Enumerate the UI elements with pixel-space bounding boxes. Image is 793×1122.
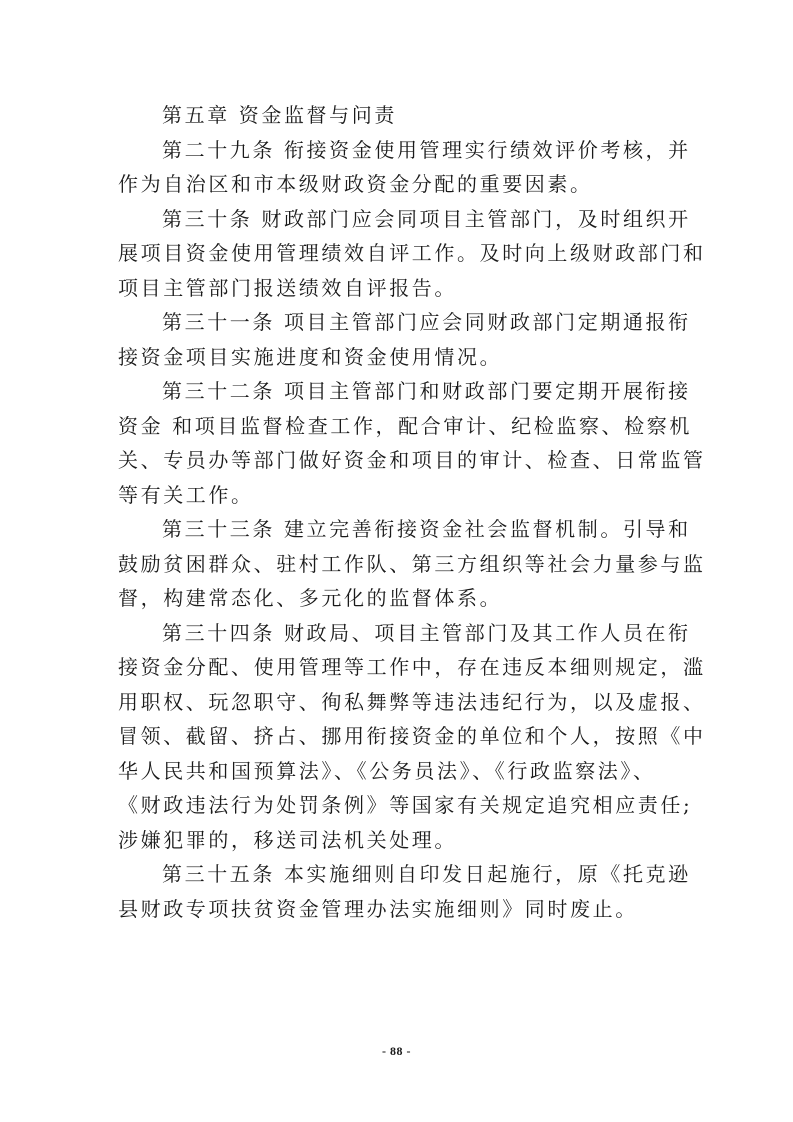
- article-31: [118, 305, 691, 374]
- article-line: 展项目资金使用管理绩效自评工作。及时向上级财政部门和: [118, 241, 706, 265]
- article-35: [118, 857, 691, 926]
- article-line: 督，构建常态化、多元化的监督体系。: [118, 586, 503, 610]
- article-line: 用职权、玩忽职守、徇私舞弊等违法违纪行为，以及虚报、: [118, 689, 706, 714]
- article-line: 第二十九条 衔接资金使用管理实行绩效评价考核，并: [162, 137, 691, 162]
- article-line: 资金 和项目监督检查工作，配合审计、纪检监察、检察机: [118, 413, 692, 438]
- article-line: 冒领、截留、挤占、挪用衔接资金的单位和个人，按照《中: [118, 724, 706, 748]
- article-34: [118, 616, 706, 858]
- article-line: 等有关工作。: [118, 482, 254, 507]
- article-line: 项目主管部门报送绩效自评报告。: [118, 275, 457, 300]
- article-30: [118, 202, 706, 306]
- article-line: 关、专员办等部门做好资金和项目的审计、检查、日常监管: [118, 448, 706, 472]
- article-line: 第三十三条 建立完善衔接资金社会监督机制。引导和: [162, 517, 691, 541]
- article-line: 作为自治区和市本级财政资金分配的重要因素。: [118, 172, 593, 196]
- article-29: [118, 133, 691, 202]
- article-line: 第三十四条 财政局、项目主管部门及其工作人员在衔: [162, 620, 691, 645]
- article-line: 鼓励贫困群众、驻村工作队、第三方组织等社会力量参与监: [118, 551, 706, 576]
- article-line: 第三十条 财政部门应会同项目主管部门，及时组织开: [162, 206, 691, 231]
- article-line: 涉嫌犯罪的，移送司法机关处理。: [118, 827, 457, 852]
- article-32: [118, 374, 706, 512]
- article-line: 县财政专项扶贫资金管理办法实施细则》同时废止。: [118, 896, 638, 921]
- article-33: [118, 512, 706, 616]
- article-line: 华人民共和国预算法》、《公务员法》、《行政监察法》、: [118, 758, 656, 783]
- article-line: 第三十二条 项目主管部门和财政部门要定期开展衔接: [162, 379, 691, 403]
- article-line: 第三十一条 项目主管部门应会同财政部门定期通报衔: [162, 310, 691, 334]
- document-body: [118, 98, 706, 926]
- page-number: - 88 -: [382, 1044, 411, 1058]
- article-line: 第三十五条 本实施细则自印发日起施行，原《托克逊: [162, 862, 691, 886]
- article-line: 接资金分配、使用管理等工作中，存在违反本细则规定，滥: [118, 655, 706, 679]
- article-line: 接资金项目实施进度和资金使用情况。: [118, 344, 503, 369]
- chapter-title: 第五章 资金监督与问责: [162, 103, 397, 127]
- article-line: 《财政违法行为处罚条例》等国家有关规定追究相应责任;: [118, 793, 693, 817]
